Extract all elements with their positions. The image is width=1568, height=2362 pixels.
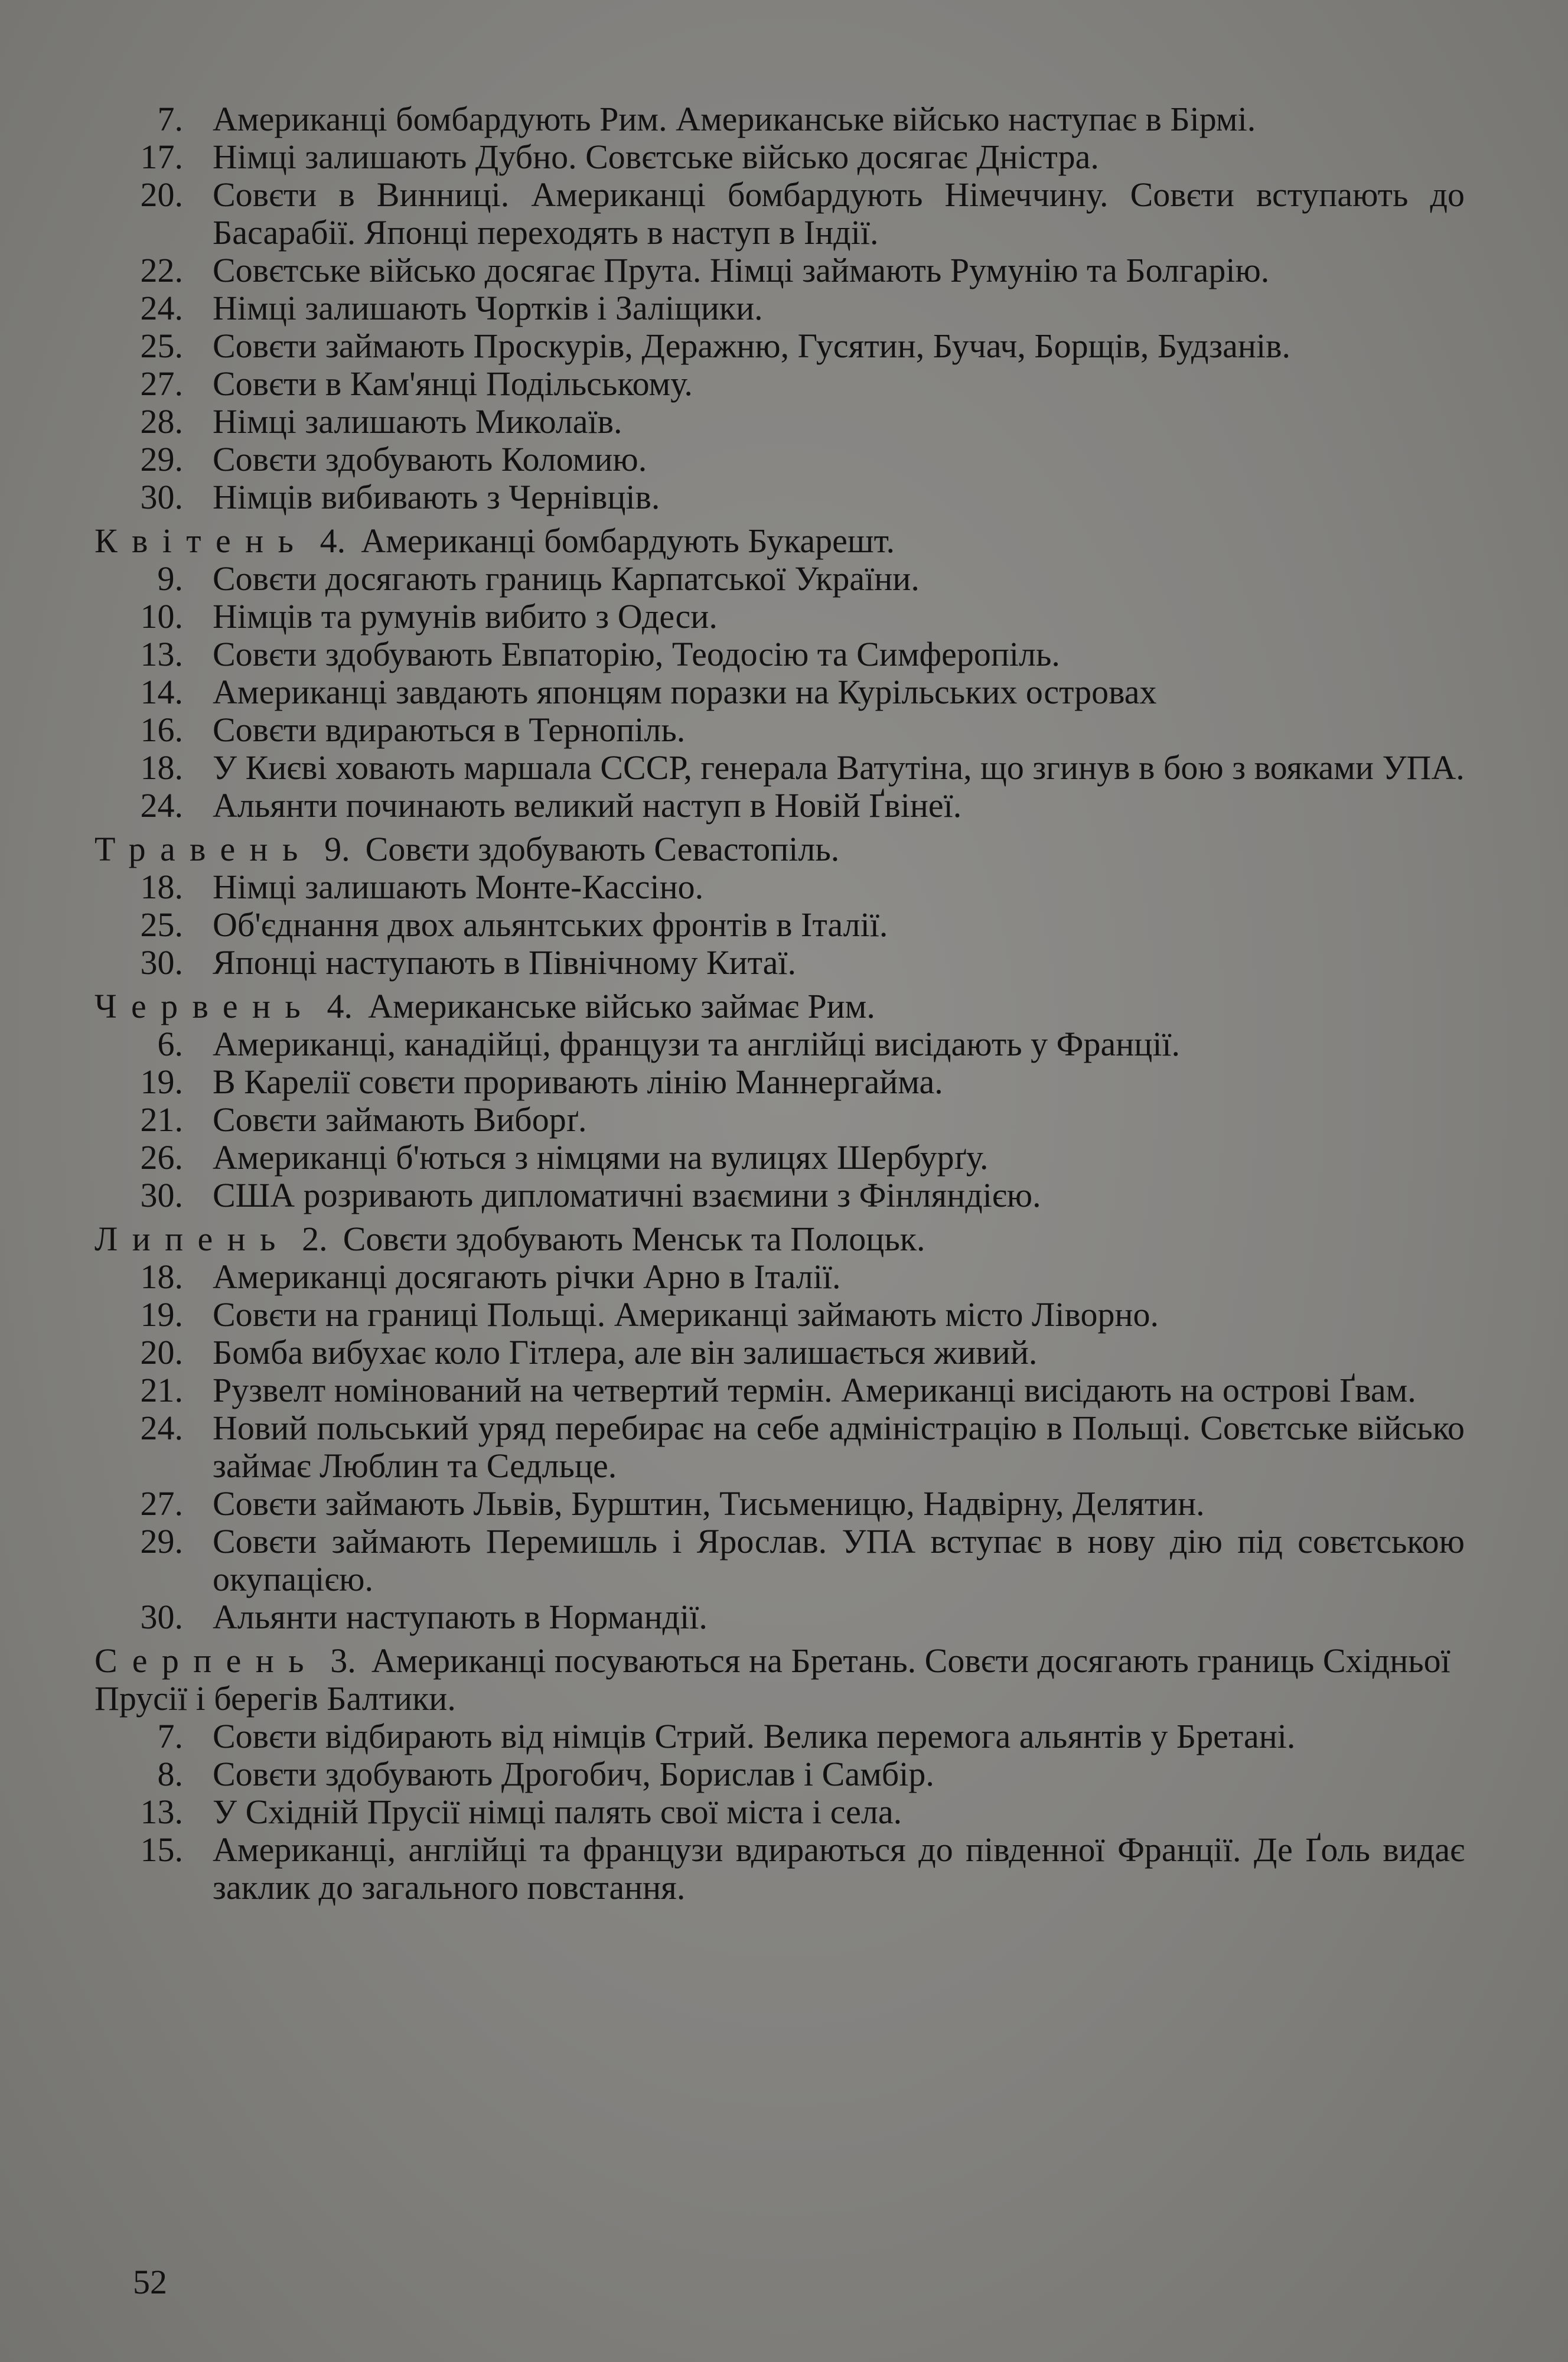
- chronology-entry: [94, 1025, 1465, 1063]
- entry-text: Совєти здобувають Коломию.: [213, 440, 647, 478]
- entry-text: Совєти займають Проскурів, Деражню, Гусятин, Бучач, Борщів, Будзанів.: [213, 327, 1290, 365]
- entry-day: 30.: [140, 943, 183, 982]
- chronology-entry: [94, 403, 1465, 441]
- entry-day: 30.: [140, 1598, 183, 1636]
- month-heading-entry: [94, 988, 1465, 1025]
- entry-text: У Східній Прусії німці палять свої міста і села.: [213, 1793, 902, 1831]
- entry-day: 16.: [140, 711, 183, 749]
- entry-day: 4.: [320, 522, 346, 560]
- entry-day: 18.: [140, 1257, 183, 1296]
- entry-text: Совєти вдираються в Тернопіль.: [213, 711, 686, 749]
- entry-day: 25.: [140, 905, 183, 944]
- entry-text: Бомба вибухає коло Гітлера, але він залишається живий.: [213, 1333, 1038, 1371]
- chronology-entry: [94, 1523, 1465, 1598]
- entry-text: Японці наступають в Північному Китаї.: [213, 943, 797, 982]
- entry-text: Німці залишають Монте-Кассіно.: [213, 868, 704, 906]
- month-name: Травень: [94, 830, 312, 868]
- chronology-entry: [94, 1831, 1465, 1907]
- entry-text: Совєтське військо досягає Прута. Німці займають Румунію та Болгарію.: [213, 251, 1270, 289]
- entry-day: 27.: [140, 364, 183, 403]
- entry-day: 21.: [140, 1371, 183, 1409]
- month-name: Серпень: [94, 1641, 318, 1680]
- chronology-entry: [94, 327, 1465, 365]
- entry-text: Німці залишають Чортків і Заліщики.: [213, 289, 763, 327]
- entry-day: 24.: [140, 289, 183, 327]
- month-heading-entry: [94, 1642, 1465, 1718]
- entry-text: Совєти займають Львів, Бурштин, Тисьменицю, Надвірну, Делятин.: [213, 1484, 1205, 1523]
- chronology-entry: [94, 673, 1465, 711]
- chronology-entry: [94, 711, 1465, 749]
- chronology-entry: [94, 1755, 1465, 1793]
- entry-text: Американці, канадійці, французи та англійці висідають у Франції.: [213, 1025, 1181, 1063]
- chronology-entry: [94, 749, 1465, 787]
- entry-text: Об'єднання двох альянтських фронтів в Італії.: [213, 905, 888, 944]
- entry-text: Рузвелт номінований на четвертий термін. Американці висідають на острові Ґвам.: [213, 1371, 1416, 1409]
- entry-day: 26.: [140, 1138, 183, 1177]
- entry-text: Німці залишають Миколаїв.: [213, 402, 622, 441]
- entry-text: Совєти займають Перемишль і Ярослав. УПА вступає в нову дію під совєтською окупацією.: [213, 1522, 1465, 1598]
- chronology-entry: [94, 1334, 1465, 1371]
- entry-day: 7.: [157, 100, 183, 138]
- entry-day: 20.: [140, 175, 183, 214]
- entry-text: Совєти в Винниці. Американці бомбардують Німеччину. Совєти вступають до Басарабії. Японці переходять в наступ в Індії.: [213, 175, 1465, 252]
- entry-text: США розривають дипломатичні взаємини з Фінляндією.: [213, 1176, 1041, 1214]
- chronology-entry: [94, 1101, 1465, 1139]
- chronology-entry: [94, 1139, 1465, 1177]
- entry-text: Американці бомбардують Букарешт.: [361, 522, 895, 560]
- chronology-entry: [94, 478, 1465, 516]
- chronology-entry: [94, 176, 1465, 252]
- entry-day: 30.: [140, 478, 183, 516]
- entry-text: Німці залишають Дубно. Совєтське військо досягає Дністра.: [213, 138, 1099, 176]
- entry-day: 27.: [140, 1484, 183, 1523]
- entry-text: У Києві ховають маршала СССР, генерала Ватутіна, що згинув в бою з вояками УПА.: [213, 748, 1465, 787]
- entry-day: 2.: [302, 1220, 328, 1258]
- chronology-entry: [94, 441, 1465, 478]
- entry-text: Німців та румунів вибито з Одеси.: [213, 597, 718, 636]
- entry-text: Совєти відбирають від німців Стрий. Велика перемога альянтів у Бретані.: [213, 1717, 1296, 1755]
- chronology-entry: [94, 560, 1465, 598]
- entry-day: 13.: [140, 635, 183, 673]
- entry-text: Американці бомбардують Рим. Американське військо наступає в Бірмі.: [213, 100, 1256, 138]
- entry-day: 20.: [140, 1333, 183, 1371]
- entry-day: 13.: [140, 1793, 183, 1831]
- entry-text: Американці завдають японцям поразки на Курільських островах: [213, 673, 1157, 711]
- entry-text: Новий польський уряд перебирає на себе адміністрацію в Польщі. Совєтське військо займає Люблин та Седльце.: [213, 1409, 1465, 1485]
- chronology-entry: [94, 100, 1465, 138]
- entry-day: 18.: [140, 868, 183, 906]
- chronology-entry: [94, 906, 1465, 944]
- entry-day: 8.: [157, 1755, 183, 1793]
- chronology-entry: [94, 1177, 1465, 1214]
- entry-text: Совєти здобувають Менськ та Полоцьк.: [343, 1220, 925, 1258]
- entry-text: Совєти здобувають Дрогобич, Борислав і Самбір.: [213, 1755, 934, 1793]
- entry-day: 24.: [140, 786, 183, 825]
- entry-text: Американці б'ються з німцями на вулицях Шербурґу.: [213, 1138, 989, 1177]
- chronology-entry: [94, 365, 1465, 403]
- chronology-entry: [94, 868, 1465, 906]
- month-heading-entry: [94, 1220, 1465, 1258]
- entry-day: 19.: [140, 1295, 183, 1334]
- entry-text: Американці посуваються на Бретань. Совєти досягають границь Східньої Прусії і берегів Балтики.: [94, 1641, 1450, 1718]
- entry-day: 9.: [157, 559, 183, 598]
- entry-day: 21.: [140, 1100, 183, 1139]
- chronology-entry: [94, 1793, 1465, 1831]
- month-name: Червень: [94, 987, 315, 1025]
- chronology-entry: [94, 1371, 1465, 1409]
- month-heading-entry: [94, 830, 1465, 868]
- entry-day: 25.: [140, 327, 183, 365]
- entry-day: 28.: [140, 402, 183, 441]
- entry-day: 7.: [157, 1717, 183, 1755]
- month-heading-entry: [94, 522, 1465, 560]
- entry-text: Совєти займають Виборґ.: [213, 1100, 587, 1139]
- chronology-entry: [94, 636, 1465, 673]
- chronology-entry: [94, 1258, 1465, 1296]
- entry-text: Американці досягають річки Арно в Італії.: [213, 1257, 841, 1296]
- entry-day: 18.: [140, 748, 183, 787]
- chronology-entry: [94, 289, 1465, 327]
- entry-day: 6.: [157, 1025, 183, 1063]
- entry-day: 22.: [140, 251, 183, 289]
- entry-text: Альянти наступають в Нормандії.: [213, 1598, 708, 1636]
- chronology-entry: [94, 1718, 1465, 1755]
- page-number: 52: [133, 2263, 167, 2301]
- chronology-entry: [94, 138, 1465, 176]
- entry-text: Альянти починають великий наступ в Новій Ґвінеї.: [213, 786, 962, 825]
- entry-text: В Карелії совєти проривають лінію Маннергайма.: [213, 1063, 943, 1101]
- chronology-entry: [94, 1598, 1465, 1636]
- month-name: Липень: [94, 1220, 290, 1258]
- entry-day: 24.: [140, 1409, 183, 1447]
- entry-text: Совєти досягають границь Карпатської України.: [213, 559, 920, 598]
- entry-day: 17.: [140, 138, 183, 176]
- entry-text: Совєти в Кам'янці Подільському.: [213, 364, 693, 403]
- chronology-entry: [94, 252, 1465, 289]
- entry-day: 14.: [140, 673, 183, 711]
- chronology-entry: [94, 1485, 1465, 1523]
- entry-text: Американське військо займає Рим.: [368, 987, 875, 1025]
- entry-day: 30.: [140, 1176, 183, 1214]
- entry-text: Американці, англійці та французи вдираються до південної Франції. Де Ґоль видає заклик до загального повстання.: [213, 1830, 1465, 1907]
- chronology-entry: [94, 787, 1465, 825]
- entry-day: 29.: [140, 440, 183, 478]
- month-name: Квітень: [94, 522, 308, 560]
- entry-day: 9.: [324, 830, 350, 868]
- entry-text: Совєти здобувають Евпаторію, Теодосію та Симферопіль.: [213, 635, 1060, 673]
- entry-text: Німців вибивають з Чернівців.: [213, 478, 660, 516]
- chronology-entry: [94, 1296, 1465, 1334]
- entry-day: 29.: [140, 1522, 183, 1560]
- chronology-entry: [94, 1409, 1465, 1485]
- entry-text: Совєти на границі Польщі. Американці займають місто Ліворно.: [213, 1295, 1159, 1334]
- chronology-entry: [94, 598, 1465, 636]
- entry-day: 19.: [140, 1063, 183, 1101]
- chronology-list: [94, 100, 1465, 1907]
- chronology-entry: [94, 944, 1465, 982]
- entry-day: 4.: [327, 987, 353, 1025]
- entry-text: Совєти здобувають Севастопіль.: [365, 830, 840, 868]
- entry-day: 15.: [140, 1830, 183, 1869]
- entry-day: 3.: [330, 1641, 356, 1680]
- entry-day: 10.: [140, 597, 183, 636]
- chronology-entry: [94, 1063, 1465, 1101]
